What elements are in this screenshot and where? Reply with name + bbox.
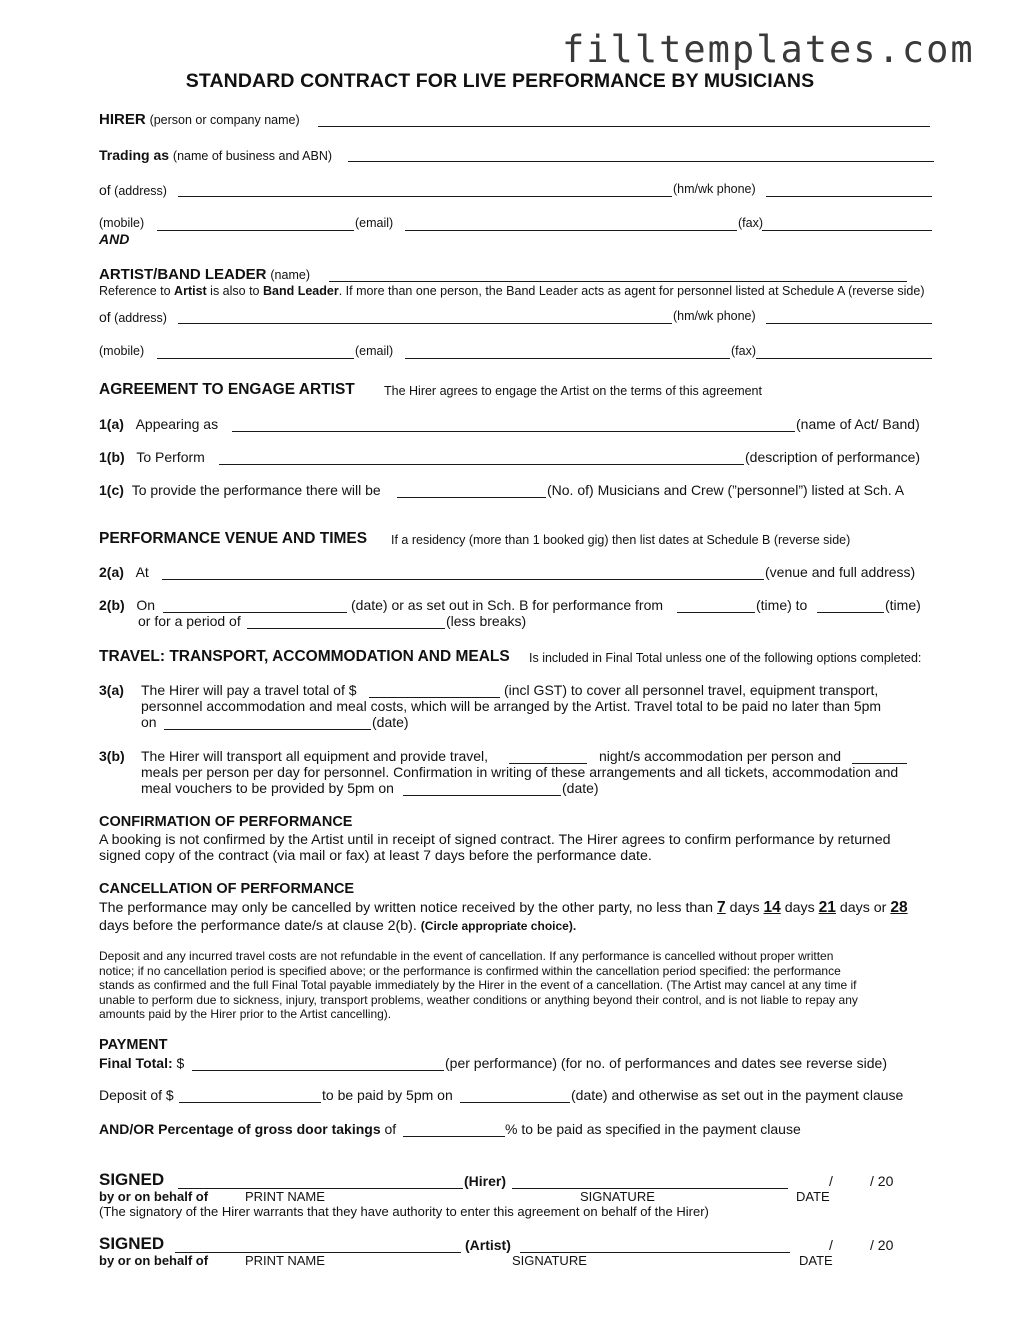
artist-fax-field[interactable] xyxy=(756,358,932,359)
item-2b-date-text: (date) or as set out in Sch. B for performance from xyxy=(351,597,664,613)
item-2a-suffix: (venue and full address) xyxy=(765,564,916,580)
artist-label-row xyxy=(99,266,310,283)
option-21-days[interactable]: 21 xyxy=(818,899,836,916)
percentage-field[interactable] xyxy=(403,1136,505,1137)
confirmation-line2: signed copy of the contract (via mail or fax) at least 7 days before the performance date. xyxy=(99,848,652,864)
artist-print-name-label: PRINT NAME xyxy=(245,1253,325,1268)
item-3a-line3-pre: on xyxy=(141,714,157,730)
artist-behalf-label: by or on behalf of xyxy=(99,1253,209,1268)
cancellation-heading: CANCELLATION OF PERFORMANCE xyxy=(99,881,355,897)
agreement-note: The Hirer agrees to engage the Artist on the terms of this agreement xyxy=(384,384,762,398)
cancellation-line1: The performance may only be cancelled by written notice received by the other party, no less than 7 days 14 days 21 days or 28 xyxy=(99,899,908,916)
vouchers-date-field[interactable] xyxy=(403,795,561,796)
period-field[interactable] xyxy=(247,628,445,629)
final-total-field[interactable] xyxy=(192,1070,444,1071)
item-3b-num: 3(b) xyxy=(99,748,125,764)
hirer-email-label: (email) xyxy=(355,216,394,230)
item-2b-time2-text: (time) xyxy=(885,597,921,613)
hirer-mobile-field[interactable] xyxy=(157,230,354,231)
and-label: AND xyxy=(99,231,130,247)
item-3b-line1-mid: night/s accommodation per person and xyxy=(599,748,842,764)
trading-name-field[interactable] xyxy=(348,161,934,162)
item-3a-line1-post: (incl GST) to cover all personnel travel, equipment transport, xyxy=(504,682,879,698)
artist-phone-field[interactable] xyxy=(766,323,932,324)
item-1b-suffix: (description of performance) xyxy=(745,449,921,465)
watermark: filltemplates.com xyxy=(562,28,975,71)
to-perform-field[interactable] xyxy=(219,464,744,465)
travel-paid-date-field[interactable] xyxy=(164,729,371,730)
artist-address-field[interactable] xyxy=(178,323,672,324)
travel-heading: TRAVEL: TRANSPORT, ACCOMMODATION AND MEALS xyxy=(99,648,510,665)
trading-label-row xyxy=(99,147,332,163)
artist-address-label: of (address) xyxy=(99,309,167,325)
end-time-field[interactable] xyxy=(817,612,884,613)
signed-hirer-label: SIGNED xyxy=(99,1170,165,1189)
hirer-name-field[interactable] xyxy=(318,126,930,127)
artist-reference-note: Reference to Artist is also to Band Leader. If more than one person, the Band Leader acts as agent for personnel listed at Schedule A (reverse side) xyxy=(99,284,925,298)
item-3a-line1-pre: The Hirer will pay a travel total of $ xyxy=(141,682,357,698)
final-total-suffix: (per performance) (for no. of performances and dates see reverse side) xyxy=(445,1055,887,1071)
artist-date-label: DATE xyxy=(799,1253,833,1268)
hirer-date-slash2: / 20 xyxy=(870,1173,894,1189)
trading-label: Trading as xyxy=(99,147,170,163)
item-3a-line3-post: (date) xyxy=(372,714,409,730)
artist-email-label: (email) xyxy=(355,344,394,358)
appearing-as-field[interactable] xyxy=(232,431,795,432)
confirmation-line1: A booking is not confirmed by the Artist until in receipt of signed contract. The Hirer agrees to confirm performance by returned xyxy=(99,832,891,848)
page-title: STANDARD CONTRACT FOR LIVE PERFORMANCE BY MUSICIANS xyxy=(185,70,815,92)
deposit-terms-line-1: Deposit and any incurred travel costs are not refundable in the event of cancellation. If any performance is cancelled without proper written xyxy=(99,949,834,963)
deposit-pre: Deposit of $ xyxy=(99,1087,174,1103)
item-1c-row: 1(c) To provide the performance there will be xyxy=(99,482,381,498)
artist-signature-label: SIGNATURE xyxy=(512,1253,587,1268)
deposit-mid: to be paid by 5pm on xyxy=(322,1087,453,1103)
signed-hirer-party: (Hirer) xyxy=(464,1173,507,1189)
hirer-address-field[interactable] xyxy=(178,196,672,197)
hirer-date-slash1: / xyxy=(829,1173,833,1189)
artist-mobile-field[interactable] xyxy=(157,358,354,359)
deposit-terms-line-2: notice; if no cancellation period is specified above; or the performance is confirmed within the cancellation period specified: the performance xyxy=(99,963,841,978)
item-3b-line2: meals per person per day for personnel. Confirmation in writing of these arrangements and all tickets, accommodation and xyxy=(141,764,899,780)
payment-heading: PAYMENT xyxy=(99,1037,168,1053)
hirer-behalf-label: by or on behalf of xyxy=(99,1189,209,1204)
hirer-email-field[interactable] xyxy=(405,230,737,231)
signed-artist-party: (Artist) xyxy=(465,1237,511,1253)
item-2b-breaks-text: (less breaks) xyxy=(446,613,527,629)
cancellation-line2: days before the performance date/s at clause 2(b). (Circle appropriate choice). xyxy=(99,918,577,934)
signed-artist-label: SIGNED xyxy=(99,1234,165,1253)
hirer-mobile-label: (mobile) xyxy=(99,216,145,230)
item-2b-row: 2(b) On xyxy=(99,597,156,613)
item-1c-suffix: (No. of) Musicians and Crew (”personnel”) listed at Sch. A xyxy=(547,482,905,498)
hirer-signature-label: SIGNATURE xyxy=(580,1189,655,1204)
artist-fax-label: (fax) xyxy=(731,344,756,358)
hirer-fax-label: (fax) xyxy=(738,216,763,230)
hirer-label-row xyxy=(99,111,300,128)
artist-date-slash1: / xyxy=(829,1237,833,1253)
hirer-label: HIRER xyxy=(99,111,146,128)
item-2b-period-text: or for a period of xyxy=(138,613,241,629)
artist-date-slash2: / 20 xyxy=(870,1237,894,1253)
artist-mobile-label: (mobile) xyxy=(99,344,145,358)
venue-heading: PERFORMANCE VENUE AND TIMES xyxy=(99,530,368,547)
hirer-warrant-note: (The signatory of the Hirer warrants that they have authority to enter this agreement on behalf of the Hirer) xyxy=(99,1204,709,1219)
hirer-phone-field[interactable] xyxy=(766,196,932,197)
percentage-row: AND/OR Percentage of gross door takings of xyxy=(99,1121,397,1137)
start-time-field[interactable] xyxy=(677,612,755,613)
deposit-date-field[interactable] xyxy=(460,1102,570,1103)
item-3b-line3-pre: meal vouchers to be provided by 5pm on xyxy=(141,780,394,796)
item-1b-row: 1(b) To Perform xyxy=(99,449,205,465)
item-1a-suffix: (name of Act/ Band) xyxy=(796,416,920,432)
artist-label: ARTIST/BAND LEADER xyxy=(99,266,267,283)
travel-note: Is included in Final Total unless one of the following options completed: xyxy=(529,651,922,665)
deposit-terms-line-3: stands as confirmed and the full Final Total payable immediately by the Hirer in the event of a cancellation. (The Artist may cancel at any time if xyxy=(99,978,857,992)
item-3a-line2: personnel accommodation and meal costs, which will be arranged by the Artist. Travel total to be paid no later than 5pm xyxy=(141,698,882,714)
trading-note: (name of business and ABN) xyxy=(172,149,333,163)
item-3b-line3-post: (date) xyxy=(562,780,599,796)
confirmation-heading: CONFIRMATION OF PERFORMANCE xyxy=(99,814,353,830)
hirer-label-note: (person or company name) xyxy=(149,113,300,127)
option-28-days[interactable]: 28 xyxy=(890,899,908,916)
hirer-fax-field[interactable] xyxy=(762,230,932,231)
musicians-count-field[interactable] xyxy=(397,497,546,498)
option-7-days[interactable]: 7 xyxy=(717,899,726,916)
artist-phone-label: (hm/wk phone) xyxy=(673,309,756,323)
deposit-terms-line-5: amounts paid by the Hirer prior to the Artist cancelling). xyxy=(99,1007,392,1021)
deposit-post: (date) and otherwise as set out in the payment clause xyxy=(571,1087,904,1103)
item-3b-line1-pre: The Hirer will transport all equipment and provide travel, xyxy=(141,748,489,764)
deposit-terms-line-4: unable to perform due to sickness, injury, transport problems, weather conditions or anything beyond their control, and is not liable to repay any xyxy=(99,992,858,1007)
artist-name-field[interactable] xyxy=(329,281,907,282)
agreement-heading-row xyxy=(99,381,355,399)
artist-email-field[interactable] xyxy=(405,358,730,359)
hirer-phone-label: (hm/wk phone) xyxy=(673,182,756,196)
option-14-days[interactable]: 14 xyxy=(763,899,781,916)
agreement-heading: AGREEMENT TO ENGAGE ARTIST xyxy=(99,381,355,398)
item-2b-time1-text: (time) to xyxy=(756,597,808,613)
hirer-address-label: of (address) xyxy=(99,182,167,198)
final-total-row: Final Total: $ xyxy=(99,1055,185,1071)
percentage-post: % to be paid as specified in the payment clause xyxy=(505,1121,801,1137)
artist-label-note: (name) xyxy=(270,268,310,282)
item-1a-row: 1(a) Appearing as xyxy=(99,416,219,432)
venue-note: If a residency (more than 1 booked gig) then list dates at Schedule B (reverse side) xyxy=(391,533,851,547)
deposit-amount-field[interactable] xyxy=(179,1102,321,1103)
hirer-print-name-label: PRINT NAME xyxy=(245,1189,325,1204)
item-2a-row: 2(a) At xyxy=(99,564,149,580)
venue-address-field[interactable] xyxy=(162,579,764,580)
hirer-date-label: DATE xyxy=(796,1189,830,1204)
item-3a-num: 3(a) xyxy=(99,682,124,698)
